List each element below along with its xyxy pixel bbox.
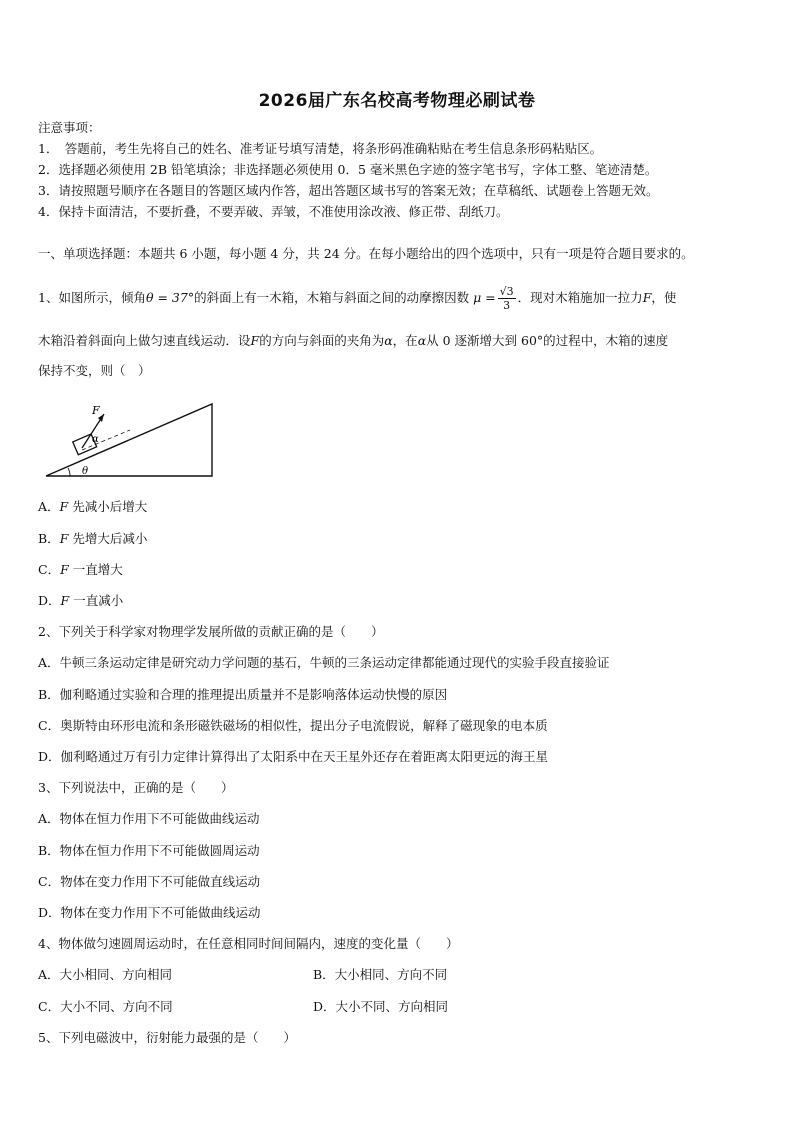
q1-line2-alpha-2: α (417, 333, 427, 348)
section-heading: 一、单项选择题：本题共 6 小题，每小题 4 分，共 24 分。在每小题给出的四个选项中，只有一项是符合题目要求的。 (38, 246, 694, 261)
label-F: F (92, 404, 100, 417)
q1-stem-b: 的斜面上有一木箱，木箱与斜面之间的动摩擦因数 (194, 290, 470, 305)
question-1-line-2 (38, 332, 668, 350)
q1-stem-c-end: ，使 (651, 290, 677, 305)
option-text: 先增大后减小 (68, 531, 148, 546)
q1-option-b (38, 530, 147, 548)
q4-option-c: C．大小不同、方向不同 (38, 999, 173, 1014)
q1-line2-d: 从 0 逐渐增大到 60°的过程中，木箱的速度 (426, 333, 669, 348)
q1-line2-c: ，在 (392, 333, 418, 348)
incline-triangle (46, 404, 212, 476)
q2-option-b: B．伽利略通过实验和合理的推理提出质量并不是影响落体运动快慢的原因 (38, 687, 448, 702)
q2-option-a: A．牛顿三条运动定律是研究动力学问题的基石，牛顿的三条运动定律都能通过现代的实验手段直接验证 (38, 655, 610, 670)
q4-option-d: D．大小不同、方向相同 (313, 999, 449, 1014)
option-text: 先减小后增大 (68, 499, 148, 514)
question-1-line-3: 保持不变，则（ ） (38, 363, 151, 378)
q1-mu-numerator: √3 (499, 285, 514, 298)
option-var: F (60, 593, 70, 608)
notice-item-2: 2．选择题必须使用 2B 铅笔填涂；非选择题必须使用 0．5 毫米黑色字迹的签字笔书写，字体工整、笔迹清楚。 (38, 162, 658, 177)
q1-line2-b: 的方向与斜面的夹角为 (259, 333, 385, 348)
question-1-line-1 (38, 285, 676, 312)
notice-item-4: 4．保持卡面清洁，不要折叠，不要弄破、弄皱，不准使用涂改液、修正带、刮纸刀。 (38, 204, 509, 219)
option-letter: A． (38, 499, 60, 514)
theta-arc (68, 468, 70, 476)
question-2-stem: 2、下列关于科学家对物理学发展所做的贡献正确的是（ ） (38, 624, 384, 639)
q3-option-d: D．物体在变力作用下不可能做曲线运动 (38, 905, 261, 920)
q3-option-b: B．物体在恒力作用下不可能做圆周运动 (38, 843, 260, 858)
notice-item-3: 3．请按照题号顺序在各题目的答题区域内作答，超出答题区域书写的答案无效；在草稿纸、试题卷上答题无效。 (38, 183, 659, 198)
option-var: F (60, 562, 69, 577)
q3-option-a: A．物体在恒力作用下不可能做曲线运动 (38, 811, 260, 826)
option-var: F (59, 499, 69, 514)
option-letter: B． (38, 531, 60, 546)
option-text: 一直减小 (69, 593, 124, 608)
q2-option-d: D．伽利略通过万有引力定律计算得出了太阳系中在天王星外还存在着距离太阳更远的海王星 (38, 749, 549, 764)
page-title: 2026届广东名校高考物理必刷试卷 (258, 91, 536, 111)
label-theta: θ (82, 466, 89, 477)
option-letter: D． (38, 593, 61, 608)
q1-option-d (38, 592, 123, 610)
q1-mu-expr: μ = (473, 290, 496, 305)
option-text: 一直增大 (68, 562, 123, 577)
q1-stem-a: 1、如图所示，倾角 (38, 290, 146, 305)
q4-option-b: B．大小相同、方向不同 (313, 967, 448, 982)
notice-heading: 注意事项： (38, 120, 101, 135)
q1-option-a (38, 498, 147, 516)
q1-mu-denominator: 3 (503, 299, 511, 312)
q1-stem-c-F: F (642, 290, 652, 305)
q1-line2-alpha: α (384, 333, 393, 348)
q1-line2-F: F (250, 333, 260, 348)
label-alpha: α (92, 434, 99, 445)
incline-figure (40, 398, 220, 482)
question-4-stem: 4、物体做匀速圆周运动时，在任意相同时间间隔内，速度的变化量（ ） (38, 936, 459, 951)
question-3-stem: 3、下列说法中，正确的是（ ） (38, 780, 234, 795)
q1-theta-expr: θ = 37° (145, 290, 195, 305)
notice-item-1: 1． 答题前，考生先将自己的姓名、准考证号填写清楚，将条形码准确粘贴在考生信息条形码粘贴区。 (38, 141, 603, 156)
q4-option-a: A．大小相同、方向相同 (38, 967, 173, 982)
q3-option-c: C．物体在变力作用下不可能做直线运动 (38, 874, 261, 889)
option-letter: C． (38, 562, 61, 577)
q1-mu-fraction (498, 285, 516, 312)
q2-option-c: C．奥斯特由环形电流和条形磁铁磁场的相似性，提出分子电流假说，解释了磁现象的电本质 (38, 718, 548, 733)
q1-option-c (38, 561, 123, 579)
option-var: F (59, 531, 69, 546)
q1-stem-c: ．现对木箱施加一拉力 (517, 290, 643, 305)
question-5-stem: 5、下列电磁波中，衍射能力最强的是（ ） (38, 1030, 296, 1045)
q1-line2-a: 木箱沿着斜面向上做匀速直线运动．设 (38, 333, 251, 348)
